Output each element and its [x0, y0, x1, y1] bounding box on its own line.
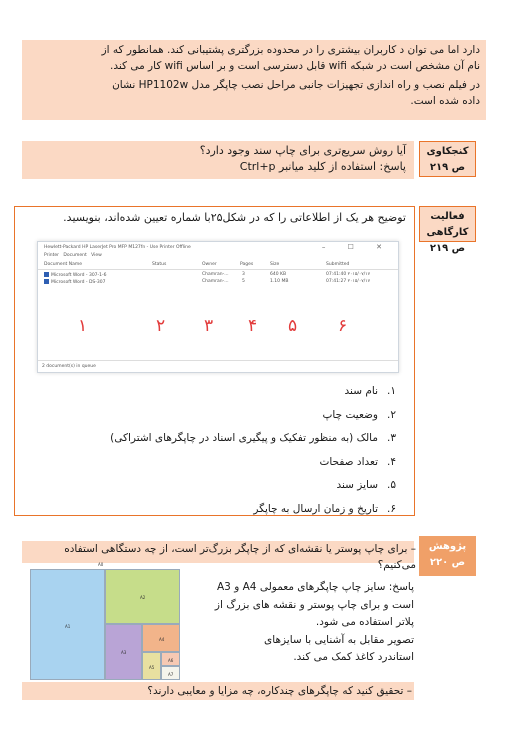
status-divider: [38, 360, 398, 361]
answer-list: [36, 380, 396, 521]
list-item: ۴.تعداد صفحات: [319, 455, 396, 468]
activity-label-title: فعالیت کارگاهی: [426, 211, 469, 238]
curiosity-block: [22, 141, 414, 179]
intro-line-2: نام آن مشخص است در شبکه wifi قابل دسترسی است و بر اساس wifi کار می کند.: [109, 59, 480, 72]
curiosity-answer: پاسخ: استفاده از کلید میانبر Ctrl+p: [239, 160, 406, 173]
activity-instruction: توضیح هر یک از اطلاعاتی را که در شکل۲۵با شماره تعیین شده‌اند، بنویسید.: [63, 211, 406, 224]
curiosity-label-page: ص ۲۱۹: [429, 162, 466, 173]
row-submitted: 07:41:27 ۲۰۱۵/۰۷/۱۷: [326, 279, 371, 284]
activity-label: [419, 206, 476, 254]
curiosity-label: [419, 141, 476, 177]
col-document-name: Document Name: [44, 262, 83, 267]
row-pages: 5: [242, 279, 245, 284]
list-item: ۵.سایز سند: [336, 479, 396, 491]
paper-a7: A7: [161, 666, 180, 680]
intro-paragraph: [28, 43, 480, 74]
document-icon: [44, 272, 49, 277]
row-pages: 3: [242, 272, 245, 277]
paper-a2: A2: [105, 569, 180, 624]
row-submitted: 07:41:40 ۲۰۱۵/۰۷/۱۷: [326, 272, 371, 277]
col-submitted: Submitted: [326, 262, 350, 267]
row-doc-name: Microsoft Word - 307-1-6: [51, 273, 107, 278]
document-icon: [44, 279, 49, 284]
list-item: ۶.تاریخ و زمان ارسال به چاپگر: [253, 502, 396, 515]
col-pages: Pages: [240, 262, 254, 267]
curiosity-label-title: کنجکاوی: [426, 146, 469, 157]
callout-6: ۶: [338, 316, 348, 336]
row-size: 640 KB: [270, 272, 287, 277]
dialog-menu: Printer Document View: [44, 253, 102, 258]
research-answer: پاسخ: سایز چاپ چاپگرهای معمولی A4 و A3 است و برای چاپ پوستر و نقشه های بزرگ از پلاتر استفاده می شود. تصویر مقابل به آشنایی با سایزهای استاندرد کاغذ کمک می کند.: [214, 581, 414, 663]
callout-5: ۵: [288, 316, 298, 336]
paper-a3: A3: [105, 624, 142, 680]
queue-row: [38, 271, 398, 278]
queue-status: 2 document(s) in queue: [42, 364, 96, 369]
research-label: [419, 536, 476, 576]
col-size: Size: [270, 262, 280, 267]
callout-1: ۱: [78, 316, 88, 336]
row-doc-name: Microsoft Word - DS-307: [51, 280, 106, 285]
row-size: 1.10 MB: [270, 279, 289, 284]
queue-row: [38, 278, 398, 285]
research-question-1: – برای چاپ پوستر یا نقشه‌ای که از چاپگر بزرگ‌تر است، از چه دستگاهی استفاده می‌کنیم؟: [64, 543, 416, 571]
list-item: ۳.مالک (به منظور تفکیک و پیگیری اسناد در چاپگرهای اشتراکی): [110, 432, 396, 444]
activity-label-page: ص ۲۱۹: [429, 243, 466, 254]
callout-4: ۴: [248, 316, 258, 336]
paper-a5: A5: [142, 652, 161, 680]
print-queue-screenshot: [37, 241, 399, 373]
paper-a6: A6: [161, 652, 180, 666]
row-owner: Chamran-...: [202, 272, 229, 277]
video-line-1: در فیلم نصب و راه اندازی تجهیزات جانبی مراحل نصب چاپگر مدل HP1102w نشان: [112, 79, 480, 91]
list-item: ۲.وضعیت چاپ: [322, 408, 396, 421]
research-label-page: ص ۲۲۰: [429, 557, 466, 568]
research-question-2: – تحقیق کنید که چاپگرهای چندکاره، چه مزایا و معایبی دارند؟: [22, 682, 414, 700]
col-status: Status: [152, 262, 167, 267]
intro-line-1: دارد اما می توان د کاربران بیشتری را در محدوده بزرگتری پشتیبانی کند. همانطور که از: [101, 44, 480, 56]
callout-2: ۲: [156, 316, 166, 336]
window-controls: – ☐ ✕: [321, 243, 392, 251]
callout-3: ۳: [204, 316, 214, 336]
video-paragraph: [28, 78, 480, 109]
video-line-2: داده شده است.: [410, 94, 480, 107]
queue-header: [38, 261, 398, 270]
paper-size-diagram: [30, 562, 180, 680]
col-owner: Owner: [202, 262, 217, 267]
paper-a4: A4: [142, 624, 180, 652]
research-label-title: پژوهش: [428, 541, 467, 552]
row-owner: Chamran-...: [202, 279, 229, 284]
paper-a1: A1: [30, 569, 105, 680]
activity-box: [14, 206, 415, 516]
dialog-title: Hewlett-Packard HP LaserJet Pro MFP M127fn - Use Printer Offline: [44, 245, 191, 250]
list-item: ۱.نام سند: [344, 385, 396, 397]
paper-a0-label: A0: [98, 562, 104, 567]
curiosity-question: آیا روش سریع‌تری برای چاپ سند وجود دارد؟: [199, 144, 406, 157]
intro-paragraph-block: [22, 40, 486, 120]
